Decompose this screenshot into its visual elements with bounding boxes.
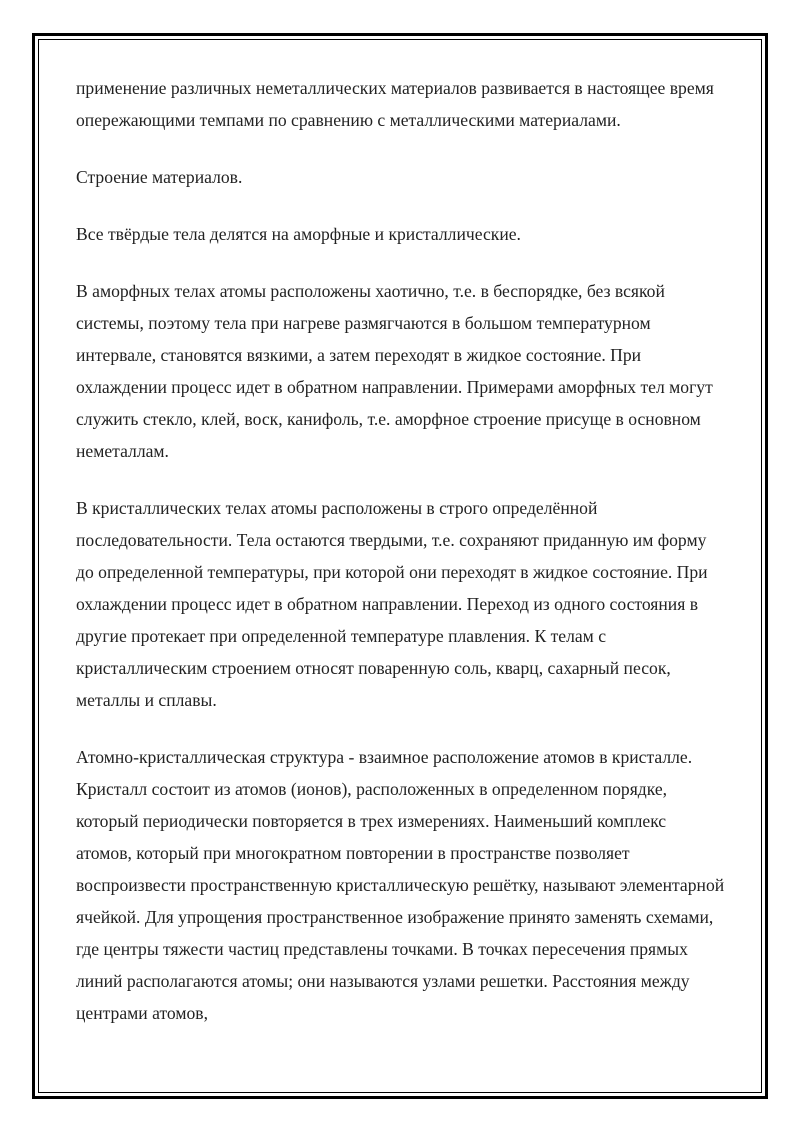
paragraph-amorphous-bodies: В аморфных телах атомы расположены хаотично, т.е. в беспорядке, без всякой системы, поэтому тела при нагреве размягчаются в большом температурном интервале, становятся вязкими, а затем переходят в жидкое состояние. При охлаждении процесс идет в обратном направлении. Примерами аморфных тел могут служить стекло, клей, воск, канифоль, т.е. аморфное строение присуще в основном неметаллам. — [76, 281, 713, 461]
paragraph-atomic-crystal-structure: Атомно-кристаллическая структура - взаимное расположение атомов в кристалле. Кристалл состоит из атомов (ионов), расположенных в определенном порядке, который периодически повторяется в трех измерениях. Наименьший комплекс атомов, который при многократном повторении в пространстве позволяет воспроизвести пространственную кристаллическую решётку, называют элементарной ячейкой. Для упрощения пространственное изображение принято заменять схемами, где центры тяжести частиц представлены точками. В точках пересечения прямых линий располагаются атомы; они называются узлами решетки. Расстояния между центрами атомов, — [76, 747, 725, 1023]
document-body — [76, 72, 726, 1029]
paragraph-intro-continuation: применение различных неметаллических материалов развивается в настоящее время опережающими темпами по сравнению с металлическими материалами. — [76, 78, 714, 130]
paragraph-crystalline-bodies: В кристаллических телах атомы расположены в строго определённой последовательности. Тела остаются твердыми, т.е. сохраняют приданную им форму до определенной температуры, при которой они переходят в жидкое состояние. При охлаждении процесс идет в обратном направлении. Переход из одного состояния в другие протекает при определенной температуре плавления. К телам с кристаллическим строением относят поваренную соль, кварц, сахарный песок, металлы и сплавы. — [76, 498, 708, 710]
paragraph-solids-classification: Все твёрдые тела делятся на аморфные и кристаллические. — [76, 224, 521, 244]
section-heading-structure: Строение материалов. — [76, 167, 243, 187]
